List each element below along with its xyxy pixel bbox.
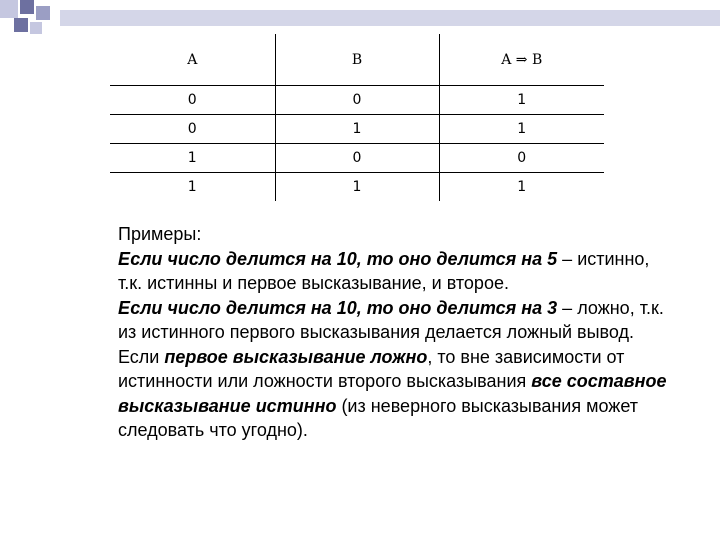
- table-cell: 0: [275, 86, 439, 115]
- header-implication: A ⇒ B: [439, 34, 604, 86]
- decor-square-light: [0, 0, 18, 18]
- example-1-explanation: истинно, т.к. истинны и первое высказывание, и второе.: [118, 248, 650, 293]
- table-cell: 0: [110, 86, 275, 115]
- header-a: A: [110, 34, 275, 86]
- table-row: [110, 86, 604, 115]
- example-1-statement: Если число делится на 10, то оно делится на 5: [118, 248, 558, 269]
- table-header-row: [110, 34, 604, 86]
- table-cell: 0: [110, 115, 275, 144]
- table-cell: 1: [275, 173, 439, 202]
- example-1: [118, 247, 678, 296]
- rule-prefix: Если: [118, 346, 165, 367]
- examples-text: [118, 222, 678, 443]
- table-cell: 1: [439, 86, 604, 115]
- example-2-statement: Если число делится на 10, то оно делится на 3: [118, 297, 558, 318]
- table-cell: 1: [110, 144, 275, 173]
- table-row: [110, 115, 604, 144]
- rule-paragraph: [118, 345, 678, 443]
- example-2-explanation: ложно, т.к. из истинного первого высказывания делается ложный вывод.: [118, 297, 664, 342]
- example-2-dash: –: [557, 297, 578, 318]
- table-cell: 1: [439, 115, 604, 144]
- example-2: [118, 296, 678, 345]
- decor-square-light: [30, 22, 42, 34]
- rule-suffix: (из неверного высказывания может следовать что угодно).: [118, 395, 638, 440]
- table-row: [110, 144, 604, 173]
- decor-square-mid: [36, 6, 50, 20]
- table-cell: 0: [275, 144, 439, 173]
- rule-emphasis-2: все составное высказывание истинно: [118, 371, 667, 416]
- table-cell: 1: [187, 179, 197, 195]
- rule-emphasis-1: первое высказывание ложно: [164, 346, 428, 367]
- table-row: [110, 173, 604, 202]
- example-1-dash: –: [557, 248, 578, 269]
- truth-table: [110, 34, 604, 201]
- table-cell: 0: [439, 144, 604, 173]
- rule-middle: , то вне зависимости от истинности или ложности второго высказывания: [118, 346, 625, 391]
- decor-header-bar: [60, 10, 720, 26]
- table-cell: 1: [275, 115, 439, 144]
- header-b: B: [275, 34, 439, 86]
- decor-square-dark: [20, 0, 34, 14]
- table-cell: 1: [439, 173, 604, 202]
- examples-heading: Примеры:: [118, 224, 202, 244]
- decor-square-dark: [14, 18, 28, 32]
